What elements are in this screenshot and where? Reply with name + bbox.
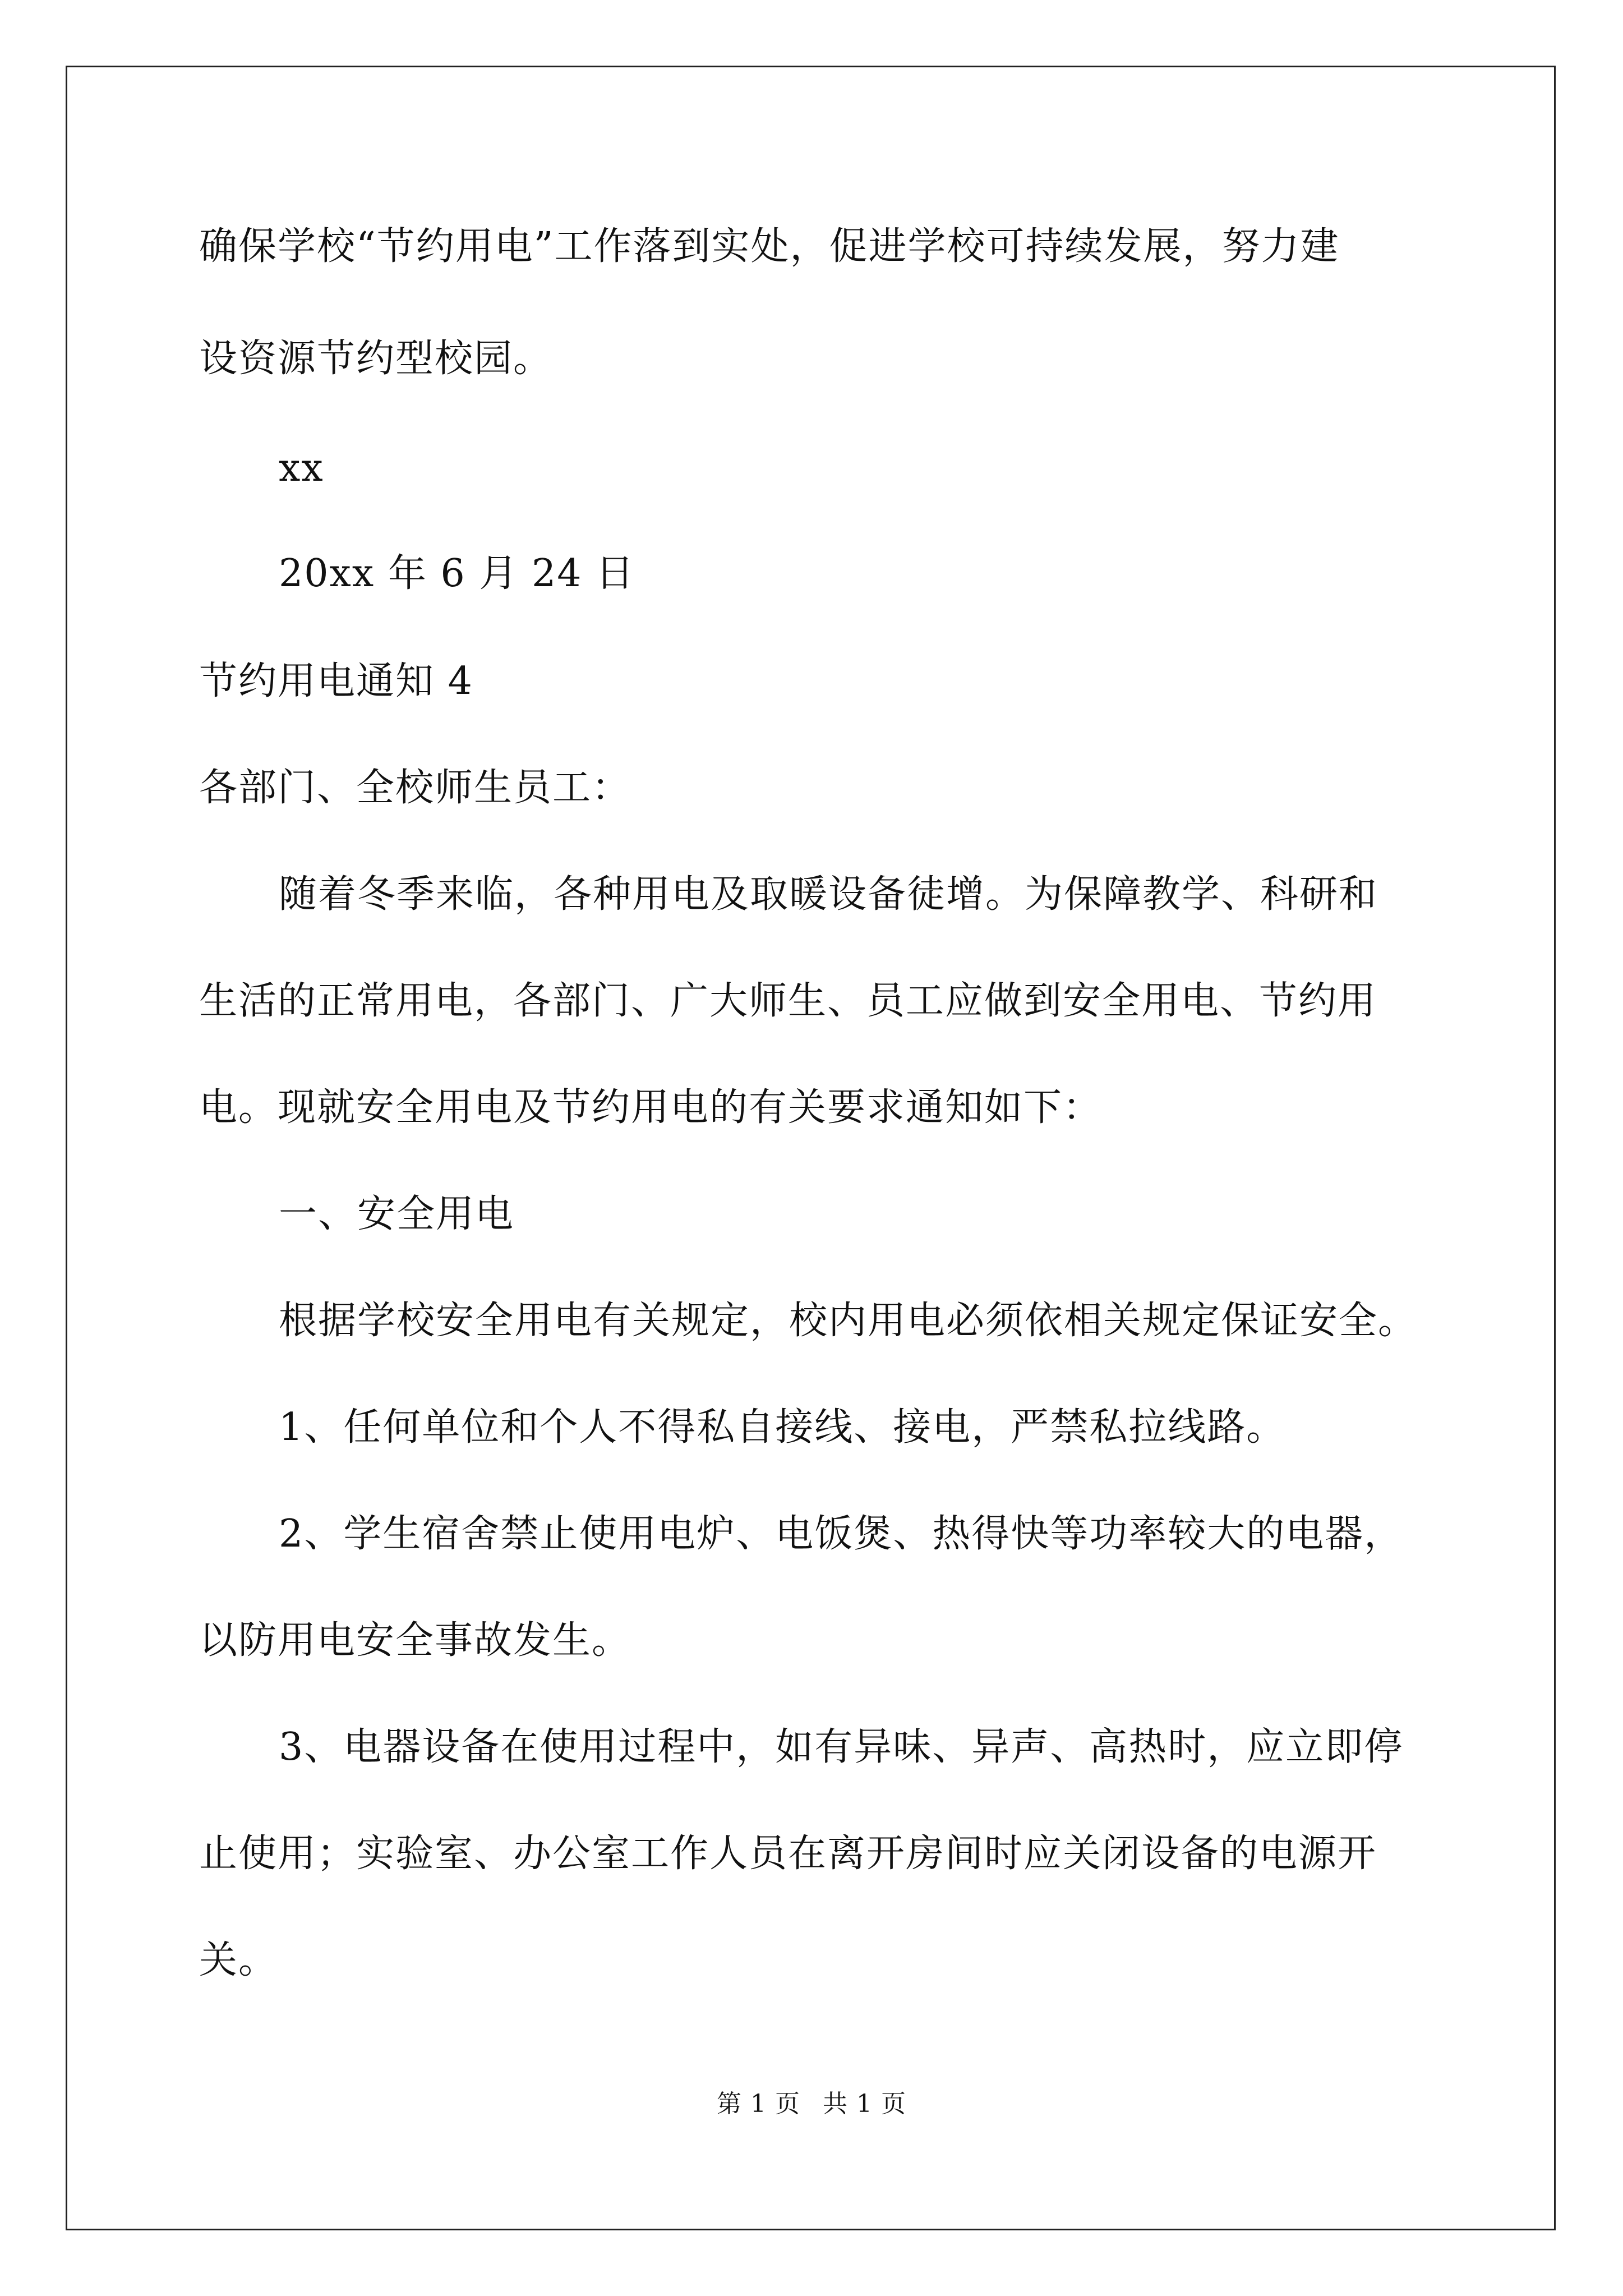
paragraph-line: 电。现就安全用电及节约用电的有关要求通知如下：	[199, 1085, 1103, 1130]
section-title: 节约用电通知 4	[199, 659, 473, 703]
page-footer	[0, 2090, 1623, 2119]
list-item-continuation: 以防用电安全事故发生。	[199, 1618, 631, 1663]
paragraph-line: 确保学校“节约用电”工作落到实处，促进学校可持续发展，努力建	[199, 224, 1340, 269]
list-item-continuation: 止使用；实验室、办公室工作人员在离开房间时应关闭设备的电源开	[199, 1832, 1377, 1876]
list-item: 1、任何单位和个人不得私自接线、接电，严禁私拉线路。	[279, 1405, 1286, 1450]
paragraph-line: 生活的正常用电，各部门、广大师生、员工应做到安全用电、节约用	[199, 979, 1377, 1023]
signature-date: 20xx 年 6 月 24 日	[279, 551, 635, 596]
paragraph-line: 根据学校安全用电有关规定，校内用电必须依相关规定保证安全。	[279, 1299, 1418, 1343]
page-total: 共 1 页	[823, 2090, 906, 2118]
list-item: 2、学生宿舍禁止使用电炉、电饭煲、热得快等功率较大的电器，	[279, 1512, 1404, 1556]
page-number: 第 1 页	[717, 2090, 800, 2118]
paragraph-line: 设资源节约型校园。	[199, 337, 553, 381]
list-item-continuation: 关。	[199, 1938, 278, 1982]
page-frame	[66, 66, 1556, 2230]
paragraph-line: 随着冬季来临，各种用电及取暖设备徒增。为保障教学、科研和	[279, 872, 1378, 917]
salutation: 各部门、全校师生员工：	[199, 766, 631, 810]
subsection-heading: 一、安全用电	[279, 1192, 515, 1236]
list-item: 3、电器设备在使用过程中，如有异味、异声、高热时，应立即停	[279, 1725, 1404, 1769]
signature-name: xx	[279, 446, 324, 490]
